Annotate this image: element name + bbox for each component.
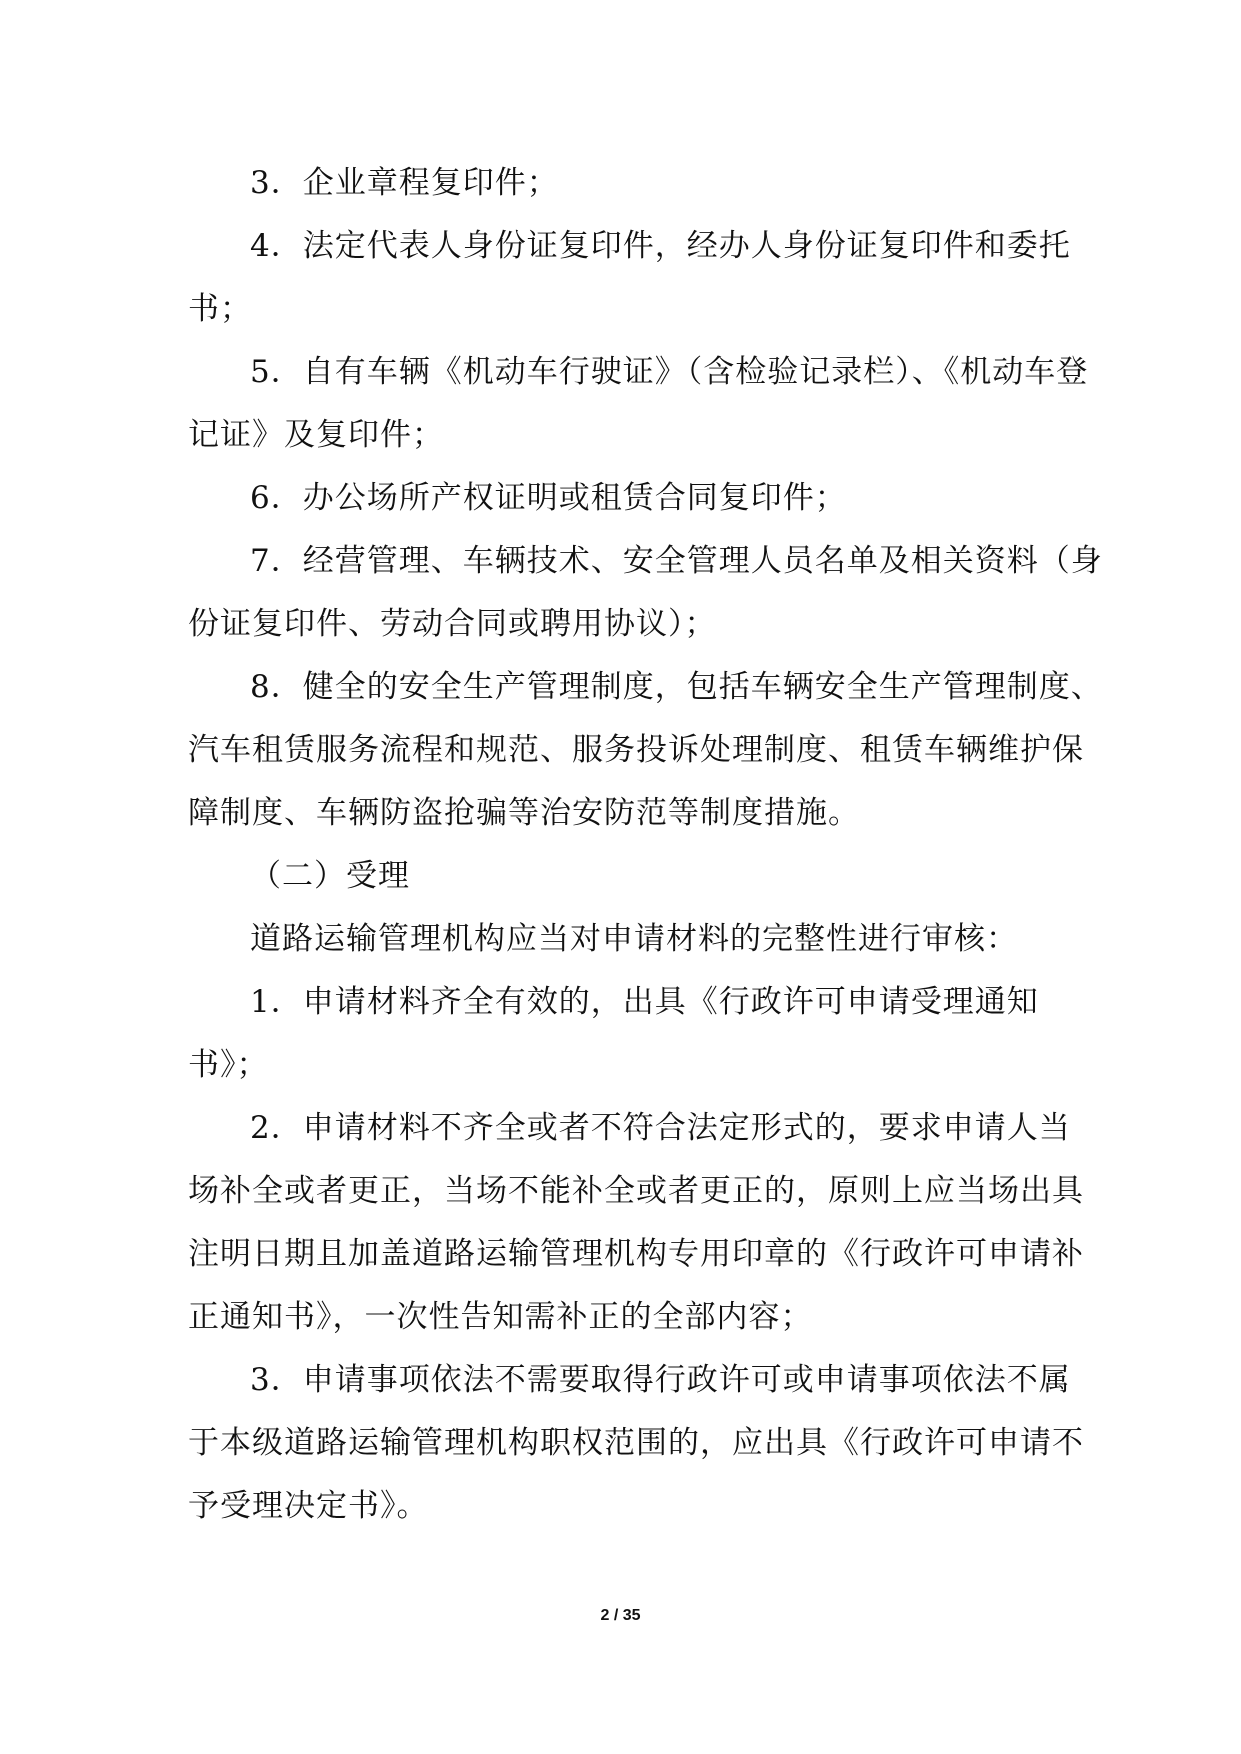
text-line: 8．健全的安全生产管理制度，包括车辆安全生产管理制度、 <box>250 669 1103 705</box>
text-line: 注明日期且加盖道路运输管理机构专用印章的《行政许可申请补 <box>188 1236 1084 1272</box>
text-line: 场补全或者更正，当场不能补全或者更正的，原则上应当场出具 <box>188 1173 1084 1209</box>
text-line: 6．办公场所产权证明或租赁合同复印件； <box>250 480 847 516</box>
text-line: 道路运输管理机构应当对申请材料的完整性进行审核： <box>250 921 1018 957</box>
text-line: 份证复印件、劳动合同或聘用协议）； <box>188 606 717 642</box>
page-number: 2 / 35 <box>600 1607 641 1624</box>
text-line: 5．自有车辆《机动车行驶证》（含检验记录栏）、《机动车登 <box>250 354 1089 390</box>
text-line: 2．申请材料不齐全或者不符合法定形式的，要求申请人当 <box>250 1110 1071 1146</box>
text-line: 3．企业章程复印件； <box>250 165 559 201</box>
text-line: 4．法定代表人身份证复印件，经办人身份证复印件和委托 <box>250 228 1071 264</box>
text-line: 1．申请材料齐全有效的，出具《行政许可申请受理通知 <box>250 984 1039 1020</box>
text-line: 予受理决定书》。 <box>188 1488 429 1524</box>
text-line: 书； <box>188 291 252 327</box>
text-line: 3．申请事项依法不需要取得行政许可或申请事项依法不属 <box>250 1362 1071 1398</box>
text-line: 7．经营管理、车辆技术、安全管理人员名单及相关资料（身 <box>250 543 1103 579</box>
text-line: 障制度、车辆防盗抢骗等治安防范等制度措施。 <box>188 795 860 831</box>
text-line: 记证》及复印件； <box>188 417 444 453</box>
section-heading: （二）受理 <box>250 858 410 894</box>
text-line: 书》； <box>188 1047 269 1083</box>
text-line: 正通知书》，一次性告知需补正的全部内容； <box>188 1299 813 1335</box>
text-line: 汽车租赁服务流程和规范、服务投诉处理制度、租赁车辆维护保 <box>188 732 1084 768</box>
text-line: 于本级道路运输管理机构职权范围的，应出具《行政许可申请不 <box>188 1425 1084 1461</box>
